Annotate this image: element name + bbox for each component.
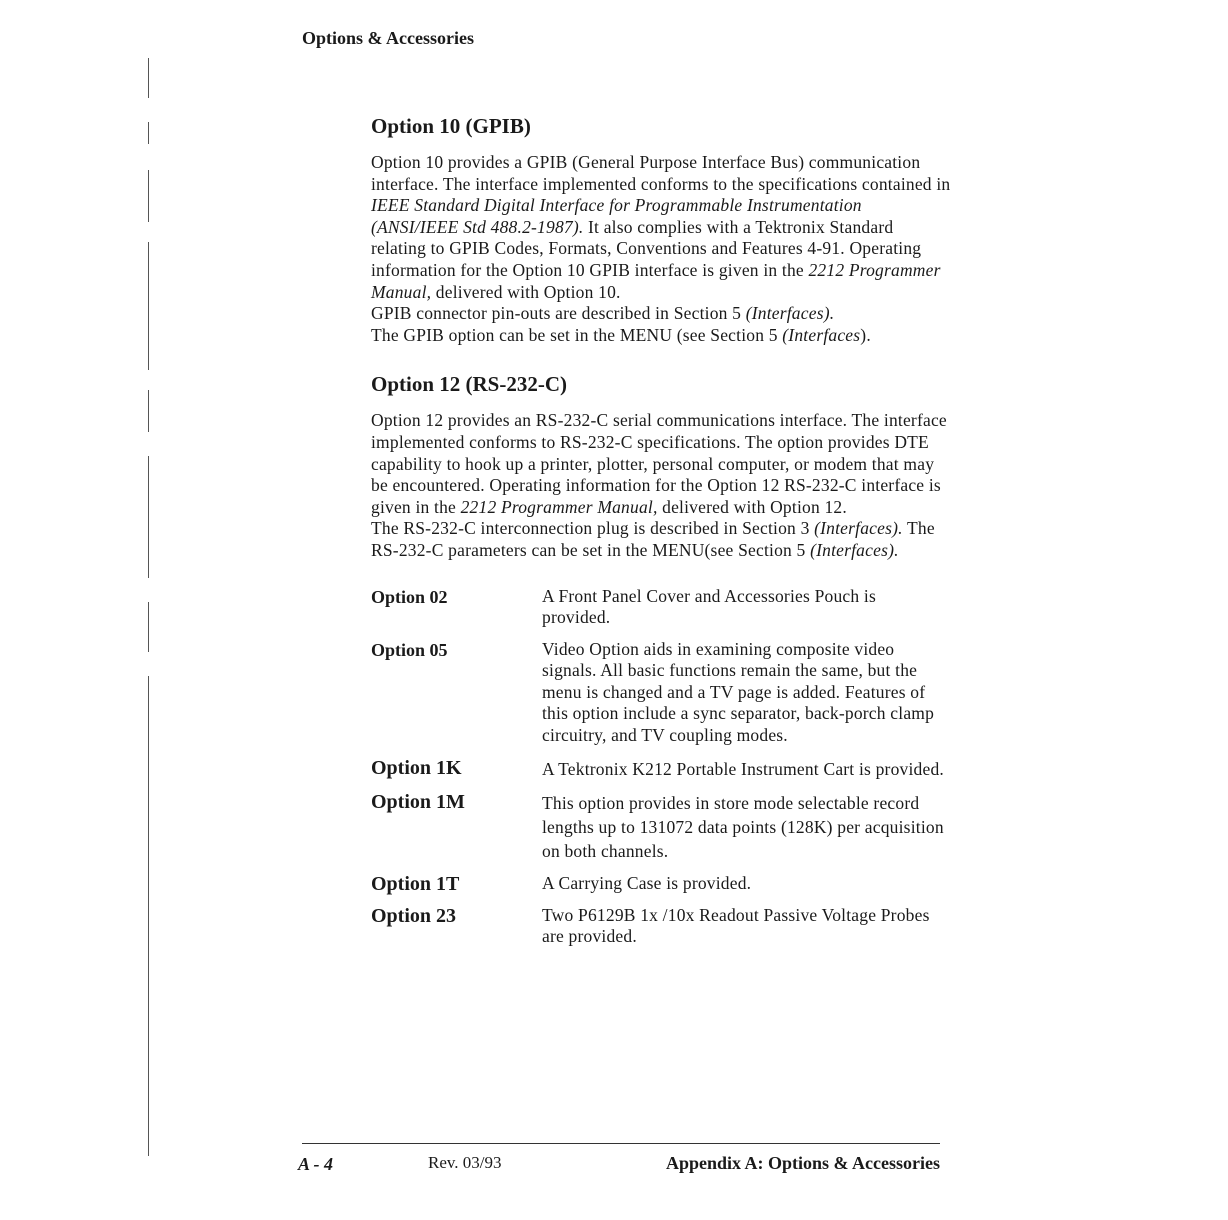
option-row bbox=[371, 639, 951, 747]
option-row bbox=[371, 586, 951, 629]
text-run: delivered with Option 12. bbox=[657, 496, 847, 517]
footer-rule bbox=[302, 1143, 940, 1144]
text-run: ). bbox=[860, 324, 871, 345]
margin-line bbox=[148, 676, 149, 1156]
text-run: It also complies with a Tektronix Standard relating to GPIB Codes, Formats, Conventions and Features 4-91. Operating information for the Option 10 GPIB interface is given in the bbox=[371, 216, 922, 280]
option-label: Option 05 bbox=[371, 639, 448, 660]
option-description: Video Option aids in examining composite video signals. All basic functions remain the same, but the menu is changed and a TV page is added. Features of this option include a sync separator, back-porch clamp circuitry, and TV coupling modes. bbox=[542, 638, 935, 746]
option-description: Two P6129B 1x /10x Readout Passive Voltage Probes are provided. bbox=[542, 904, 930, 947]
footer-revision: Rev. 03/93 bbox=[428, 1153, 502, 1172]
margin-line bbox=[148, 170, 149, 222]
option-description: A Carrying Case is provided. bbox=[542, 872, 752, 893]
option-row bbox=[371, 873, 951, 895]
margin-line bbox=[148, 390, 149, 432]
option-description: A Tektronix K212 Portable Instrument Cart is provided. bbox=[542, 758, 944, 779]
text-run: The GPIB option can be set in the MENU (see Section 5 bbox=[371, 324, 783, 345]
text-run-italic: (Interfaces bbox=[782, 324, 861, 345]
option-description: A Front Panel Cover and Accessories Pouch is provided. bbox=[542, 585, 876, 628]
option-row bbox=[371, 791, 951, 863]
margin-line bbox=[148, 242, 149, 370]
text-run: The RS-232-C interconnection plug is described in Section 3 bbox=[371, 518, 815, 539]
option-description: This option provides in store mode selectable record lengths up to 131072 data points (128K) per acquisition on both channels. bbox=[542, 792, 944, 861]
options-list bbox=[371, 586, 951, 948]
margin-line bbox=[148, 602, 149, 652]
option-label: Option 23 bbox=[371, 904, 457, 927]
option-10-pinouts bbox=[371, 303, 951, 325]
page-content bbox=[371, 112, 951, 958]
option-10-heading: Option 10 (GPIB) bbox=[371, 114, 531, 138]
option-row bbox=[371, 905, 951, 948]
margin-line bbox=[148, 456, 149, 578]
option-label: Option 1T bbox=[371, 872, 460, 895]
text-run: delivered with Option 10. bbox=[431, 281, 621, 302]
margin-line bbox=[148, 122, 149, 144]
option-10-section bbox=[371, 112, 951, 346]
text-run-italic: (Interfaces). bbox=[745, 303, 835, 324]
option-label: Option 1M bbox=[371, 790, 465, 813]
text-run-italic: (Interfaces). bbox=[814, 518, 903, 539]
option-label: Option 02 bbox=[371, 586, 448, 607]
option-12-paragraph bbox=[371, 410, 951, 518]
option-10-menu bbox=[371, 325, 951, 347]
text-run-italic: IEEE Standard Digital Interface for Programmable Instrumentation (ANSI/IEEE Std 488.2-1987). bbox=[371, 195, 862, 237]
running-header: Options & Accessories bbox=[302, 28, 474, 48]
option-10-paragraph bbox=[371, 152, 951, 303]
option-12-heading: Option 12 (RS-232-C) bbox=[371, 372, 568, 397]
text-run-italic: 2212 Programmer Manual, bbox=[371, 259, 941, 302]
text-run: GPIB connector pin-outs are described in Section 5 bbox=[371, 303, 746, 324]
text-run-italic: 2212 Programmer Manual, bbox=[460, 496, 658, 517]
text-run: Option 10 provides a GPIB (General Purpose Interface Bus) communication interface. The interface implemented conforms to the specifications contained in bbox=[371, 152, 951, 194]
option-label: Option 1K bbox=[371, 756, 462, 779]
footer-title: Appendix A: Options & Accessories bbox=[665, 1153, 940, 1173]
text-run: The RS-232-C parameters can be set in the MENU(see Section 5 bbox=[371, 518, 935, 560]
text-run-italic: (Interfaces). bbox=[810, 539, 899, 560]
option-12-plug bbox=[371, 518, 951, 561]
option-12-section bbox=[371, 370, 951, 561]
footer-page-number: A - 4 bbox=[298, 1154, 334, 1174]
margin-line bbox=[148, 58, 149, 98]
option-row bbox=[371, 757, 951, 781]
text-run: Option 12 provides an RS-232-C serial communications interface. The interface implemented conforms to RS-232-C specifications. The option provides DTE capability to hook up a printer, plotter, personal computer, or modem that may be encountered. Operating information for the Option 12 RS-232-C interface is given in the bbox=[371, 410, 947, 517]
